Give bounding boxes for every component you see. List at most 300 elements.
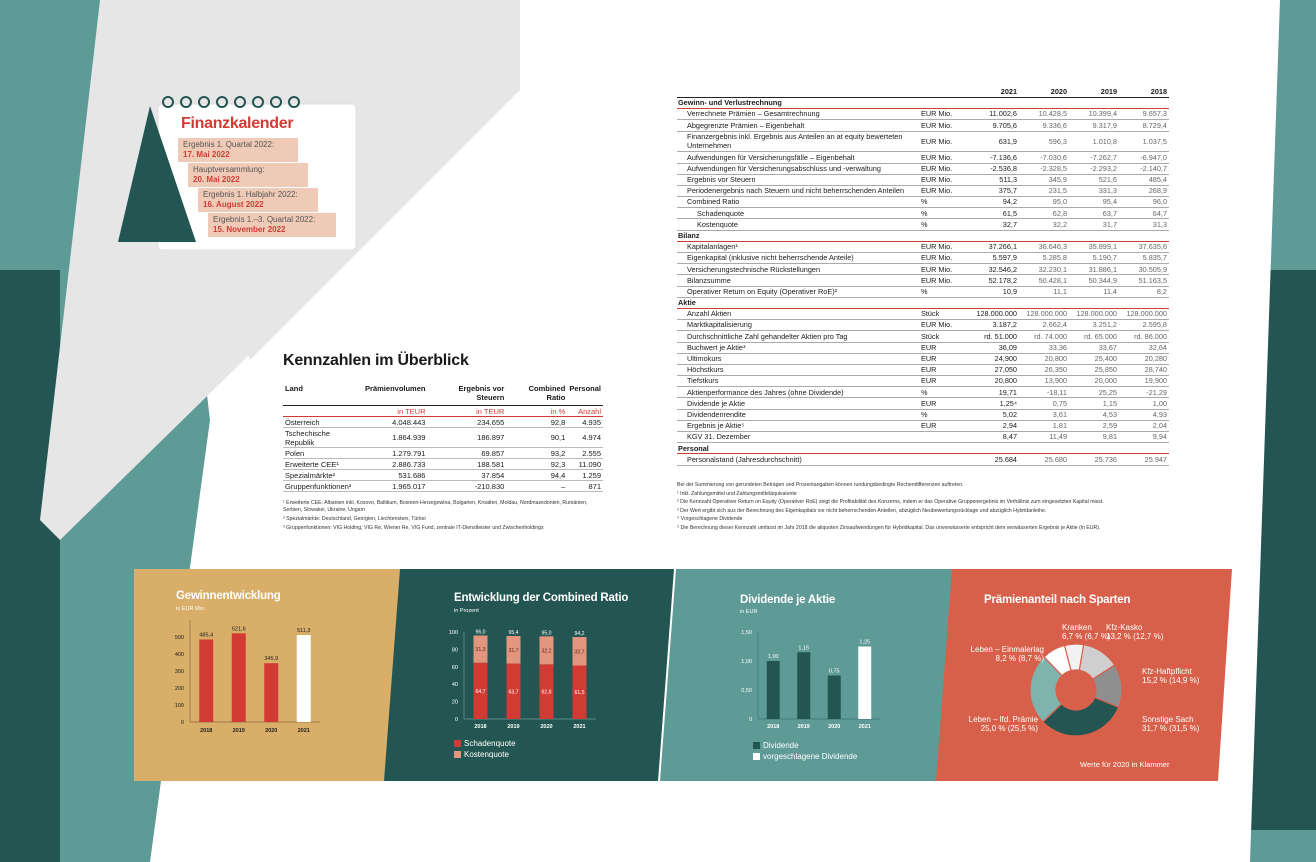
value-cell: 36,09 [969, 342, 1019, 353]
finanzkalender [118, 100, 358, 250]
legend-swatch [454, 751, 461, 758]
value-cell: 32.230,1 [1019, 264, 1069, 275]
calendar-ring-icon [216, 96, 228, 108]
unit-cell: in TEUR [427, 406, 506, 417]
section-header-row [677, 230, 1169, 241]
bar [232, 633, 246, 722]
table-cell: 188.581 [427, 459, 506, 470]
value-cell: 5.835,7 [1119, 253, 1169, 264]
table-row [677, 219, 1169, 230]
row-unit: % [919, 409, 969, 420]
value-cell: 20,000 [1069, 376, 1119, 387]
table-cell: 1.864.939 [363, 428, 427, 448]
unit-cell: in TEUR [363, 406, 427, 417]
data-label: 62,8 [541, 689, 552, 696]
row-label: Aufwendungen für Versicherungsfälle – Eigenbehalt [677, 152, 919, 163]
x-tick-label: 2020 [265, 728, 278, 734]
footnote: ² Die Kennzahl Operativer Return on Equity (Operativer RoE) zeigt die Profitabilität des Konzerns, indem er das Operative Gruppenergebnis im Verhältnis zum eingesetzten Kapital misst. [677, 499, 1104, 506]
data-label: 31,7 [508, 647, 519, 654]
value-cell: 24,900 [969, 353, 1019, 364]
value-cell: 20,800 [969, 376, 1019, 387]
value-cell: 5,02 [969, 409, 1019, 420]
slice-label: Kfz-Haftpflicht [1142, 667, 1192, 676]
table-row [677, 120, 1169, 131]
combined-title: Entwicklung der Combined Ratio [454, 592, 629, 604]
row-unit [919, 454, 969, 465]
slice-label: Leben – lfd. Prämie [968, 715, 1038, 724]
row-unit: % [919, 208, 969, 219]
data-label: 1,15 [798, 645, 810, 652]
value-cell: rd. 74.000 [1019, 331, 1069, 342]
table-row [283, 448, 603, 459]
value-cell: 95,0 [1019, 197, 1069, 208]
unit-cell: Anzahl [567, 406, 603, 417]
value-cell: 32.546,2 [969, 264, 1019, 275]
row-label: Höchstkurs [677, 364, 919, 375]
legend-label: vorgeschlagene Dividende [763, 752, 858, 761]
column-header: Personal [567, 384, 603, 406]
value-cell: 27,050 [969, 364, 1019, 375]
value-cell: 9.336,6 [1019, 120, 1069, 131]
slice-label: Kfz-Kasko [1106, 623, 1143, 632]
value-cell: 128.000.000 [969, 308, 1019, 319]
value-cell: 25,25 [1069, 387, 1119, 398]
data-label: 1,25 [859, 639, 871, 646]
bar [858, 647, 871, 720]
row-label: Dividende je Aktie [677, 398, 919, 409]
slice-value: 6,7 % (6,7 %) [1062, 632, 1111, 641]
table-row [677, 398, 1169, 409]
footnote: ¹ Inkl. Zahlungsmittel und Zahlungsmitteläquivalente [677, 490, 797, 497]
column-header: Ergebnis vor Steuern [427, 384, 506, 406]
x-tick-label: 2019 [232, 728, 245, 734]
value-cell: 20,280 [1119, 353, 1169, 364]
row-label: Tiefstkurs [677, 376, 919, 387]
row-unit: EUR Mio. [919, 264, 969, 275]
value-cell: 11.002,6 [969, 109, 1019, 120]
value-cell: 36.646,3 [1019, 241, 1069, 252]
table-row [677, 320, 1169, 331]
data-label: 64,7 [475, 688, 486, 695]
value-cell: 26,350 [1019, 364, 1069, 375]
row-unit: EUR Mio. [919, 152, 969, 163]
value-cell: 345,9 [1019, 174, 1069, 185]
row-label: Ergebnis je Aktie⁵ [677, 420, 919, 431]
value-cell: 631,9 [969, 131, 1019, 152]
row-unit: EUR Mio. [919, 275, 969, 286]
value-cell: 25.680 [1019, 454, 1069, 465]
value-cell: 51.163,5 [1119, 275, 1169, 286]
row-label: Aufwendungen für Versicherungsabschluss und -verwaltung [677, 163, 919, 174]
praemien-chart [936, 612, 1232, 772]
data-label: 31,3 [475, 647, 486, 654]
year-header: 2019 [1069, 86, 1119, 98]
row-label: Versicherungstechnische Rückstellungen [677, 264, 919, 275]
value-cell: 128.000.000 [1069, 308, 1119, 319]
column-header: Prämienvolumen [363, 384, 427, 406]
table-cell: Erweiterte CEE¹ [283, 459, 363, 470]
value-cell: -7.030,6 [1019, 152, 1069, 163]
row-unit: EUR [919, 342, 969, 353]
legend-label: Kostenquote [464, 750, 509, 759]
slice-value: 31,7 % (31,5 %) [1142, 724, 1200, 733]
table-row [283, 481, 603, 492]
bar [828, 676, 841, 720]
value-cell: 31.886,1 [1069, 264, 1119, 275]
row-unit: Stück [919, 308, 969, 319]
row-label: Personalstand (Jahresdurchschnitt) [677, 454, 919, 465]
footnote: ³ Gruppenfunktionen: VIG Holding, VIG Re, Wiener Re, VIG Fund, zentrale IT-Dienstleister und Zwischenholdings [283, 525, 544, 531]
table-row [677, 454, 1169, 465]
value-cell: 37.635,6 [1119, 241, 1169, 252]
value-cell: 2,59 [1069, 420, 1119, 431]
kennzahlen-section [283, 352, 603, 532]
table-row [677, 185, 1169, 196]
data-label: 61,5 [574, 690, 585, 697]
row-label: Combined Ratio [677, 197, 919, 208]
x-tick-label: 2020 [828, 724, 841, 730]
row-label: Abgegrenzte Prämien – Eigenbehalt [677, 120, 919, 131]
slice-label: Leben – Einmalerlag [970, 645, 1044, 654]
kennzahlen-title: Kennzahlen im Überblick [283, 352, 469, 369]
gewinn-subtitle: in EUR Mio. [176, 606, 206, 612]
row-unit: % [919, 197, 969, 208]
value-cell: 2.662,4 [1019, 320, 1069, 331]
dividende-legend [753, 740, 857, 762]
dividende-chart [730, 622, 890, 734]
row-unit: EUR Mio. [919, 163, 969, 174]
value-cell: 3.187,2 [969, 320, 1019, 331]
value-cell: 33,36 [1019, 342, 1069, 353]
y-tick-label: 1,00 [741, 659, 752, 665]
calendar-entry-label: Hauptversammlung: [193, 165, 265, 174]
value-cell: 94,2 [969, 197, 1019, 208]
value-cell: -21,29 [1119, 387, 1169, 398]
table-cell: Polen [283, 448, 363, 459]
table-row [283, 459, 603, 470]
calendar-ring-icon [180, 96, 192, 108]
table-cell: 4.048.443 [363, 417, 427, 428]
value-cell: 61,5 [969, 208, 1019, 219]
value-cell: 19,71 [969, 387, 1019, 398]
value-cell: 331,3 [1069, 185, 1119, 196]
calendar-entry [208, 213, 336, 237]
x-tick-label: 2020 [540, 724, 553, 730]
value-cell: 9.657,3 [1119, 109, 1169, 120]
value-cell: -2.536,8 [969, 163, 1019, 174]
y-tick-label: 200 [174, 686, 184, 692]
y-tick-label: 500 [174, 635, 184, 641]
data-label: 63,7 [508, 689, 519, 696]
table-row [677, 364, 1169, 375]
value-cell: 31,7 [1069, 219, 1119, 230]
value-cell: 32,64 [1119, 342, 1169, 353]
row-label: Kapitalanlagen¹ [677, 241, 919, 252]
value-cell: 52.178,2 [969, 275, 1019, 286]
slice-label: Sonstige Sach [1142, 715, 1194, 724]
table-row [677, 109, 1169, 120]
value-cell: 9,81 [1069, 432, 1119, 443]
bar [767, 661, 780, 719]
calendar-ring-icon [234, 96, 246, 108]
value-cell: rd. 86.000 [1119, 331, 1169, 342]
legend-swatch [753, 753, 760, 760]
value-cell: 25.947 [1119, 454, 1169, 465]
value-cell: -7.262,7 [1069, 152, 1119, 163]
value-cell: 25,400 [1069, 353, 1119, 364]
section-header-row [677, 297, 1169, 308]
value-cell: 3.251,2 [1069, 320, 1119, 331]
calendar-ring-icon [162, 96, 174, 108]
column-header: Combined Ratio [506, 384, 567, 406]
section-header-row [677, 443, 1169, 454]
column-header-label [677, 86, 919, 98]
footnote: ² Spezialmärkte: Deutschland, Georgien, Liechtenstein, Türkei [283, 516, 426, 522]
table-row [677, 376, 1169, 387]
value-cell: rd. 51.000 [969, 331, 1019, 342]
table-cell: 234.655 [427, 417, 506, 428]
table-cell: 11.090 [567, 459, 603, 470]
total-label: 95,4 [508, 630, 519, 637]
combined-legend [454, 738, 516, 760]
value-cell: 5.190,7 [1069, 253, 1119, 264]
total-label: 96,0 [475, 629, 486, 636]
calendar-ring-icon [252, 96, 264, 108]
value-cell: 32,7 [969, 219, 1019, 230]
legend-item [454, 738, 516, 749]
table-cell: 2.886.733 [363, 459, 427, 470]
value-cell: 4,53 [1069, 409, 1119, 420]
y-tick-label: 40 [451, 682, 458, 689]
gewinn-title: Gewinnentwicklung [176, 590, 281, 602]
value-cell: rd. 65.000 [1069, 331, 1119, 342]
section-title: Gewinn- und Verlustrechnung [677, 98, 1169, 109]
value-cell: 28,740 [1119, 364, 1169, 375]
key-figures-table [677, 86, 1169, 466]
slice-value: 8,2 % (8,7 %) [995, 654, 1044, 663]
row-label: Durchschnittliche Zahl gehandelter Aktien pro Tag [677, 331, 919, 342]
gewinn-chart [160, 612, 330, 742]
dividende-subtitle: in EUR [740, 609, 758, 615]
dividende-title: Dividende je Aktie [740, 594, 836, 606]
table-row [283, 417, 603, 428]
row-unit: EUR [919, 353, 969, 364]
donut-hole [1056, 670, 1096, 710]
row-unit: EUR Mio. [919, 174, 969, 185]
table-row [677, 152, 1169, 163]
value-cell: 50.428,1 [1019, 275, 1069, 286]
table-row [677, 131, 1169, 152]
calendar-entry-date: 16. August 2022 [203, 200, 264, 209]
row-unit: EUR [919, 398, 969, 409]
table-cell: 92,3 [506, 459, 567, 470]
value-cell: 485,4 [1119, 174, 1169, 185]
section-header-row [677, 98, 1169, 109]
total-label: 95,0 [541, 630, 552, 637]
value-cell: 11,1 [1019, 286, 1069, 297]
value-cell: 64,7 [1119, 208, 1169, 219]
row-label: Finanzergebnis inkl. Ergebnis aus Anteilen an at equity bewerteten Unternehmen [677, 131, 919, 152]
column-header: Land [283, 384, 363, 406]
value-cell: 511,3 [969, 174, 1019, 185]
table-row [677, 387, 1169, 398]
table-cell: 186.897 [427, 428, 506, 448]
slice-value: 25,0 % (25,5 %) [980, 724, 1038, 733]
y-tick-label: 400 [174, 652, 184, 658]
legend-label: Dividende [763, 741, 799, 750]
value-cell: 9.705,6 [969, 120, 1019, 131]
slice-value: 15,2 % (14,9 %) [1142, 676, 1200, 685]
row-label: Operativer Return on Equity (Operativer RoE)² [677, 286, 919, 297]
row-unit: EUR Mio. [919, 241, 969, 252]
value-cell: 13,900 [1019, 376, 1069, 387]
calendar-entry [178, 138, 298, 162]
y-tick-label: 300 [174, 669, 184, 675]
row-unit: EUR [919, 364, 969, 375]
calendar-entry-label: Ergebnis 1.–3. Quartal 2022: [213, 215, 316, 224]
y-tick-label: 60 [451, 664, 458, 671]
data-label: 511,3 [297, 628, 311, 635]
value-cell: 10.428,5 [1019, 109, 1069, 120]
value-cell: 1,81 [1019, 420, 1069, 431]
value-cell: -2.293,2 [1069, 163, 1119, 174]
calendar-ring-icon [198, 96, 210, 108]
y-tick-label: 100 [174, 703, 184, 709]
y-tick-label: 0 [748, 717, 752, 723]
legend-item [753, 751, 857, 762]
calendar-entry [198, 188, 318, 212]
table-row [283, 470, 603, 481]
table-row [677, 275, 1169, 286]
row-label: Bilanzsumme [677, 275, 919, 286]
slice-label: Kranken [1062, 623, 1092, 632]
row-label: Dividendenrendite [677, 409, 919, 420]
table-row [677, 353, 1169, 364]
row-label: Aktienperformance des Jahres (ohne Dividende) [677, 387, 919, 398]
table-cell: 2.555 [567, 448, 603, 459]
value-cell: 19,900 [1119, 376, 1169, 387]
data-label: 1,00 [767, 654, 779, 660]
value-cell: 20,800 [1019, 353, 1069, 364]
value-cell: -6.947,0 [1119, 152, 1169, 163]
row-unit: EUR Mio. [919, 320, 969, 331]
table-row [677, 331, 1169, 342]
row-label: Ergebnis vor Steuern [677, 174, 919, 185]
y-tick-label: 20 [451, 699, 458, 706]
table-cell: – [506, 481, 567, 492]
row-unit: EUR Mio. [919, 109, 969, 120]
value-cell: 25.736 [1069, 454, 1119, 465]
value-cell: 33,67 [1069, 342, 1119, 353]
row-unit: EUR Mio. [919, 185, 969, 196]
table-cell: 69.857 [427, 448, 506, 459]
table-cell: 90,1 [506, 428, 567, 448]
legend-item [753, 740, 857, 751]
legend-swatch [454, 740, 461, 747]
legend-item [454, 749, 516, 760]
data-label: 521,6 [231, 626, 246, 633]
value-cell: 128.000.000 [1019, 308, 1069, 319]
calendar-entry-label: Ergebnis 1. Halbjahr 2022: [203, 190, 298, 199]
row-label: Kostenquote [677, 219, 919, 230]
value-cell: -2.328,5 [1019, 163, 1069, 174]
value-cell: 30.505,9 [1119, 264, 1169, 275]
value-cell: 1.037,5 [1119, 131, 1169, 152]
value-cell: 1,15 [1069, 398, 1119, 409]
value-cell: -7.136,6 [969, 152, 1019, 163]
value-cell: -2.140,7 [1119, 163, 1169, 174]
value-cell: 2,94 [969, 420, 1019, 431]
column-header-unit [919, 86, 969, 98]
row-unit: Stück [919, 331, 969, 342]
value-cell: 521,6 [1069, 174, 1119, 185]
bar [797, 652, 810, 719]
calendar-entry-date: 15. November 2022 [213, 225, 286, 234]
value-cell: 11,4 [1069, 286, 1119, 297]
value-cell: 25.684 [969, 454, 1019, 465]
row-unit: EUR Mio. [919, 253, 969, 264]
combined-subtitle: in Prozent [454, 608, 479, 614]
row-unit: EUR Mio. [919, 120, 969, 131]
value-cell: 10,9 [969, 286, 1019, 297]
row-label: Periodenergebnis nach Steuern und nicht beherrschenden Anteilen [677, 185, 919, 196]
y-tick-label: 1,50 [741, 630, 752, 636]
footnote: ⁵ Die Berechnung dieser Kennzahl umfasst im Jahr 2018 die aliquoten Zinsaufwendungen für Hybridkapital. Das unverwässerte entspricht dem verwässerten Ergebnis je Aktie (in EUR). [677, 524, 1101, 531]
row-label: Eigenkapital (inklusive nicht beherrschende Anteile) [677, 253, 919, 264]
year-header: 2018 [1119, 86, 1169, 98]
row-label: Anzahl Aktien [677, 308, 919, 319]
table-cell: 4.974 [567, 428, 603, 448]
table-row [677, 253, 1169, 264]
section-title: Bilanz [677, 230, 1169, 241]
legend-swatch [753, 742, 760, 749]
value-cell: 35.899,1 [1069, 241, 1119, 252]
row-label: KGV 31. Dezember [677, 432, 919, 443]
table-cell: Tschechische Republik [283, 428, 363, 448]
value-cell: 5.285,8 [1019, 253, 1069, 264]
table-cell: 1.965.017 [363, 481, 427, 492]
x-tick-label: 2018 [474, 724, 487, 730]
key-figures-section [677, 86, 1169, 466]
bar [264, 663, 278, 722]
calendar-entry-date: 17. Mai 2022 [183, 150, 230, 159]
table-cell: 92,8 [506, 417, 567, 428]
row-unit: % [919, 387, 969, 398]
x-tick-label: 2018 [767, 724, 780, 730]
table-cell: 531.686 [363, 470, 427, 481]
table-row [677, 342, 1169, 353]
table-row [677, 174, 1169, 185]
x-tick-label: 2019 [507, 724, 520, 730]
table-row [677, 432, 1169, 443]
x-tick-label: 2021 [297, 728, 310, 734]
value-cell: 8,2 [1119, 286, 1169, 297]
value-cell: 596,3 [1019, 131, 1069, 152]
value-cell: 1.010,8 [1069, 131, 1119, 152]
table-cell: 1.259 [567, 470, 603, 481]
table-row [677, 264, 1169, 275]
value-cell: 5.597,9 [969, 253, 1019, 264]
table-cell: -210.830 [427, 481, 506, 492]
table-cell: 871 [567, 481, 603, 492]
table-row [677, 208, 1169, 219]
value-cell: 268,9 [1119, 185, 1169, 196]
calendar-entry [188, 163, 308, 187]
value-cell: 0,75 [1019, 398, 1069, 409]
value-cell: 2,04 [1119, 420, 1169, 431]
value-cell: 9.317,9 [1069, 120, 1119, 131]
data-label: 32,2 [541, 648, 552, 655]
